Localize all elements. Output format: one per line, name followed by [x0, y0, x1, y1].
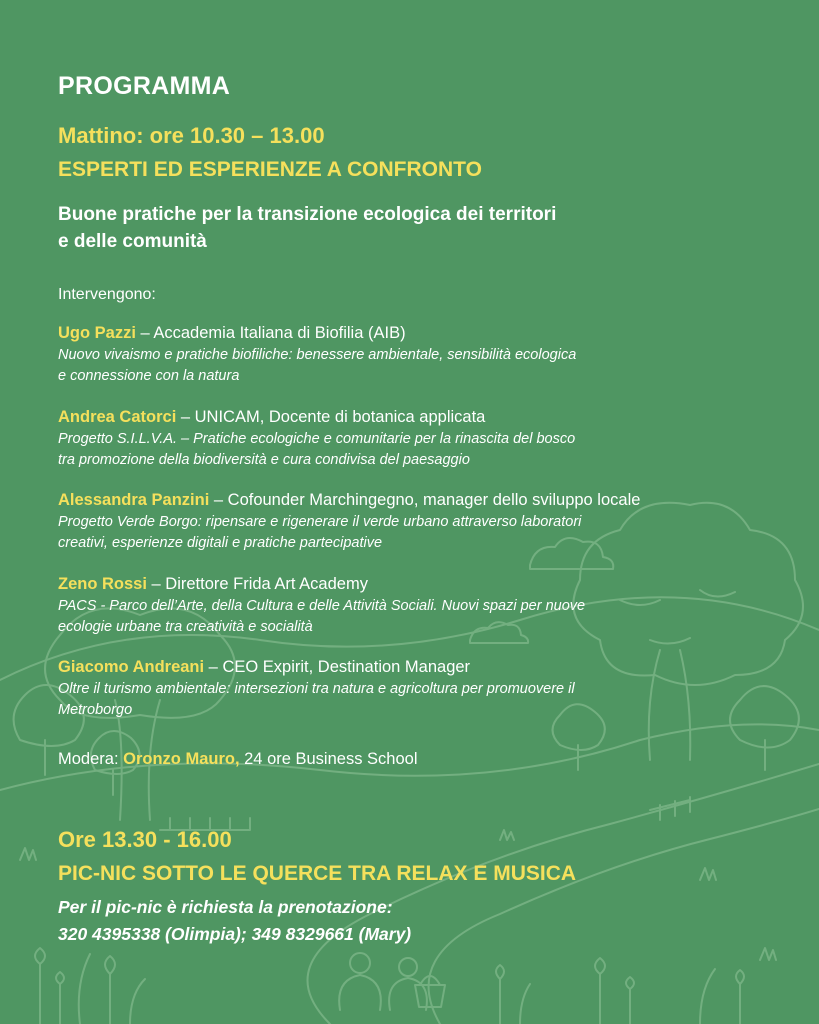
speaker-desc: creativi, esperienze digitali e pratiche partecipative	[58, 535, 383, 551]
flower-icon	[35, 948, 90, 1024]
speaker-role: – Direttore Frida Art Academy	[146, 575, 368, 593]
speaker-desc: tra promozione della biodiversità e cura condivisa del paesaggio	[58, 452, 470, 468]
speaker-role: – CEO Expirit, Destination Manager	[204, 658, 471, 676]
moderator-line	[58, 750, 418, 769]
morning-lead	[58, 201, 758, 255]
speakers-intro: Intervengono:	[58, 286, 156, 303]
morning-time: Mattino: ore 10.30 – 13.00	[58, 123, 325, 148]
speaker-item	[58, 573, 798, 638]
speaker-item	[58, 322, 798, 387]
booking-line: Per il pic-nic è richiesta la prenotazione:	[58, 897, 393, 917]
moderator-org: 24 ore Business School	[239, 750, 418, 768]
speaker-item	[58, 406, 798, 471]
lead-line: e delle comunità	[58, 231, 207, 252]
speaker-role: – Cofounder Marchingegno, manager dello sviluppo locale	[209, 491, 641, 509]
speaker-name: Giacomo Andreani	[58, 658, 205, 676]
morning-subtitle: ESPERTI ED ESPERIENZE A CONFRONTO	[58, 158, 482, 181]
speaker-role: – Accademia Italiana di Biofilia (AIB)	[135, 324, 406, 342]
booking-phones: 320 4395338 (Olimpia); 349 8329661 (Mary)	[58, 924, 412, 944]
speaker-desc: Nuovo vivaismo e pratiche biofiliche: benessere ambientale, sensibilità ecologica	[58, 347, 577, 363]
speaker-desc: e connessione con la natura	[58, 368, 240, 384]
moderator-name: Oronzo Mauro,	[123, 750, 240, 768]
lead-line: Buone pratiche per la transizione ecologica dei territori	[58, 204, 557, 225]
picnic-booking-note	[58, 894, 411, 948]
speaker-role: – UNICAM, Docente di botanica applicata	[176, 408, 486, 426]
afternoon-time: Ore 13.30 - 16.00	[58, 827, 232, 852]
afternoon-subtitle: PIC-NIC SOTTO LE QUERCE TRA RELAX E MUSICA	[58, 862, 577, 885]
speaker-desc: ecologie urbane tra creatività e socialità	[58, 619, 313, 635]
speaker-desc: Progetto Verde Borgo: ripensare e rigenerare il verde urbano attraverso laboratori	[58, 514, 582, 530]
flower-icon	[595, 958, 634, 1024]
speaker-desc: Oltre il turismo ambientale: intersezioni tra natura e agricoltura per promuovere il	[58, 681, 575, 697]
speaker-name: Zeno Rossi	[58, 575, 147, 593]
speaker-item	[58, 489, 798, 554]
picnic-figures	[339, 953, 381, 1010]
speaker-desc: Metroborgo	[58, 702, 133, 718]
speaker-name: Andrea Catorci	[58, 408, 177, 426]
speaker-item	[58, 656, 798, 721]
speaker-desc: Progetto S.I.L.V.A. – Pratiche ecologiche e comunitarie per la rinascita del bosco	[58, 431, 576, 447]
page-title: PROGRAMMA	[58, 72, 231, 100]
speaker-name: Alessandra Panzini	[58, 491, 210, 509]
speaker-name: Ugo Pazzi	[58, 324, 136, 342]
moderator-label: Modera:	[58, 750, 124, 768]
speaker-desc: PACS - Parco dell’Arte, della Cultura e delle Attività Sociali. Nuovi spazi per nuove	[58, 598, 586, 614]
